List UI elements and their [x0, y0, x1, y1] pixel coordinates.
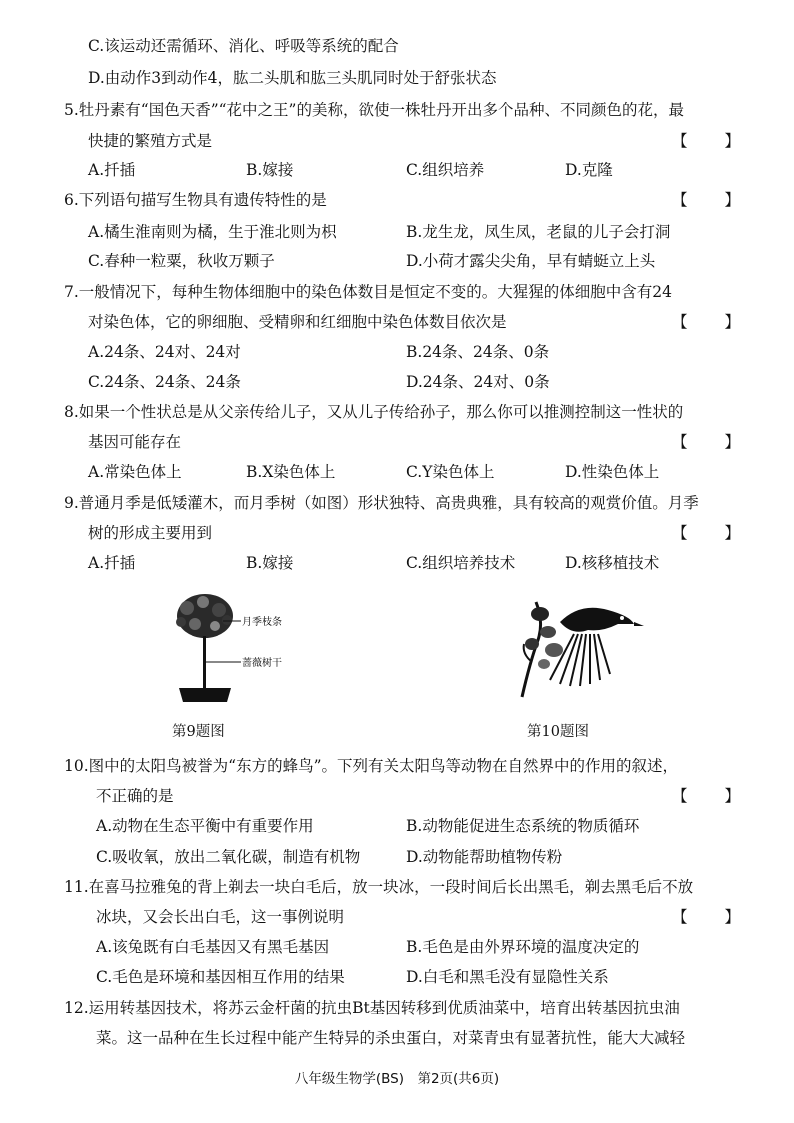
- q10-option-b: B.动物能促进生态系统的物质循环: [406, 817, 640, 835]
- q8-option-b: B.X染色体上: [246, 463, 336, 481]
- q6-option-c: C.春种一粒粟，秋收万颗子: [88, 252, 275, 270]
- q4-option-c: C.该运动还需循环、消化、呼吸等系统的配合: [88, 37, 399, 55]
- q9-option-b: B.嫁接: [246, 554, 294, 572]
- q11-stem-line2: 冰块，又会长出白毛，这一事例说明: [96, 908, 345, 926]
- q7-option-b: B.24条、24条、0条: [406, 343, 550, 361]
- q8-stem-line2: 基因可能存在: [88, 433, 182, 451]
- q12-stem-line2: 菜。这一品种在生长过程中能产生特异的杀虫蛋白，对菜青虫有显著抗性，能大大减轻: [96, 1029, 686, 1047]
- q7-stem-line1: 7.一般情况下，每种生物体细胞中的染色体数目是恒定不变的。大猩猩的体细胞中含有24: [64, 283, 673, 301]
- q10-option-c: C.吸收氧，放出二氧化碳，制造有机物: [96, 848, 361, 866]
- q5-stem-line1: 5.牡丹素有“国色天香”“花中之王”的美称，欲使一株牡丹开出多个品种、不同颜色的花，最: [64, 101, 684, 119]
- q10-option-d: D.动物能帮助植物传粉: [406, 848, 563, 866]
- q10-stem-line1: 10.图中的太阳鸟被誉为“东方的蜂鸟”。下列有关太阳鸟等动物在自然界中的作用的叙述，: [64, 757, 679, 775]
- q7-option-a: A.24条、24对、24对: [88, 343, 241, 361]
- q11-stem-line1: 11.在喜马拉雅兔的背上剃去一块白毛后，放一块冰，一段时间后长出黑毛，剃去黑毛后不放: [64, 878, 694, 896]
- q6-option-a: A.橘生淮南则为橘，生于淮北则为枳: [88, 223, 337, 241]
- fig9-label-branch: 月季枝条: [242, 617, 282, 628]
- q7-option-c: C.24条、24条、24条: [88, 373, 241, 391]
- q6-option-d: D.小荷才露尖尖角，早有蜻蜓立上头: [406, 252, 656, 270]
- sunbird: [550, 608, 644, 686]
- q9-option-c: C.组织培养技术: [406, 554, 516, 572]
- q8-option-c: C.Y染色体上: [406, 463, 495, 481]
- answer-bracket: 【 】: [672, 191, 743, 209]
- rose-tree-pot: [179, 688, 231, 702]
- q11-option-d: D.白毛和黑毛没有显隐性关系: [406, 968, 609, 986]
- q8-option-a: A.常染色体上: [88, 463, 182, 481]
- q5-option-d: D.克隆: [565, 161, 613, 179]
- q11-option-c: C.毛色是环境和基因相互作用的结果: [96, 968, 345, 986]
- sunbird-figure: [510, 592, 645, 704]
- q9-option-a: A.扦插: [88, 554, 136, 572]
- q11-option-b: B.毛色是由外界环境的温度决定的: [406, 938, 640, 956]
- answer-bracket: 【 】: [672, 132, 743, 150]
- fig9-label-trunk: 蔷薇树干: [242, 658, 282, 669]
- q5-option-b: B.嫁接: [246, 161, 294, 179]
- q7-stem-line2: 对染色体，它的卵细胞、受精卵和红细胞中染色体数目依次是: [88, 313, 507, 331]
- answer-bracket: 【 】: [672, 787, 743, 805]
- q9-stem-line2: 树的形成主要用到: [88, 524, 213, 542]
- q11-option-a: A.该兔既有白毛基因又有黑毛基因: [96, 938, 330, 956]
- answer-bracket: 【 】: [672, 524, 743, 542]
- q5-option-a: A.扦插: [88, 161, 136, 179]
- q8-stem-line1: 8.如果一个性状总是从父亲传给儿子，又从儿子传给孙子，那么你可以推测控制这一性状的: [64, 403, 684, 421]
- q8-option-d: D.性染色体上: [565, 463, 660, 481]
- answer-bracket: 【 】: [672, 908, 743, 926]
- q5-option-c: C.组织培养: [406, 161, 485, 179]
- q6-stem: 6.下列语句描写生物具有遗传特性的是: [64, 191, 327, 209]
- q4-option-d: D.由动作3到动作4，肱二头肌和肱三头肌同时处于舒张状态: [88, 69, 497, 87]
- q7-option-d: D.24条、24对、0条: [406, 373, 550, 391]
- figure-9-caption: 第9题图: [172, 724, 225, 740]
- answer-bracket: 【 】: [672, 313, 743, 331]
- q9-option-d: D.核移植技术: [565, 554, 660, 572]
- rose-tree-figure: [165, 588, 315, 706]
- page-footer: 八年级生物学(BS) 第2页(共6页): [294, 1071, 500, 1087]
- q9-stem-line1: 9.普通月季是低矮灌木，而月季树（如图）形状独特、高贵典雅，具有较高的观赏价值。月季: [64, 494, 699, 512]
- rose-tree-crown: [176, 594, 233, 638]
- figure-10-caption: 第10题图: [527, 724, 589, 740]
- q10-stem-line2: 不正确的是: [96, 787, 174, 805]
- q10-option-a: A.动物在生态平衡中有重要作用: [96, 817, 314, 835]
- q5-stem-line2: 快捷的繁殖方式是: [88, 132, 213, 150]
- q12-stem-line1: 12.运用转基因技术，将苏云金杆菌的抗虫Bt基因转移到优质油菜中，培育出转基因抗虫油: [64, 999, 680, 1017]
- q6-option-b: B.龙生龙，凤生凤，老鼠的儿子会打洞: [406, 223, 671, 241]
- answer-bracket: 【 】: [672, 433, 743, 451]
